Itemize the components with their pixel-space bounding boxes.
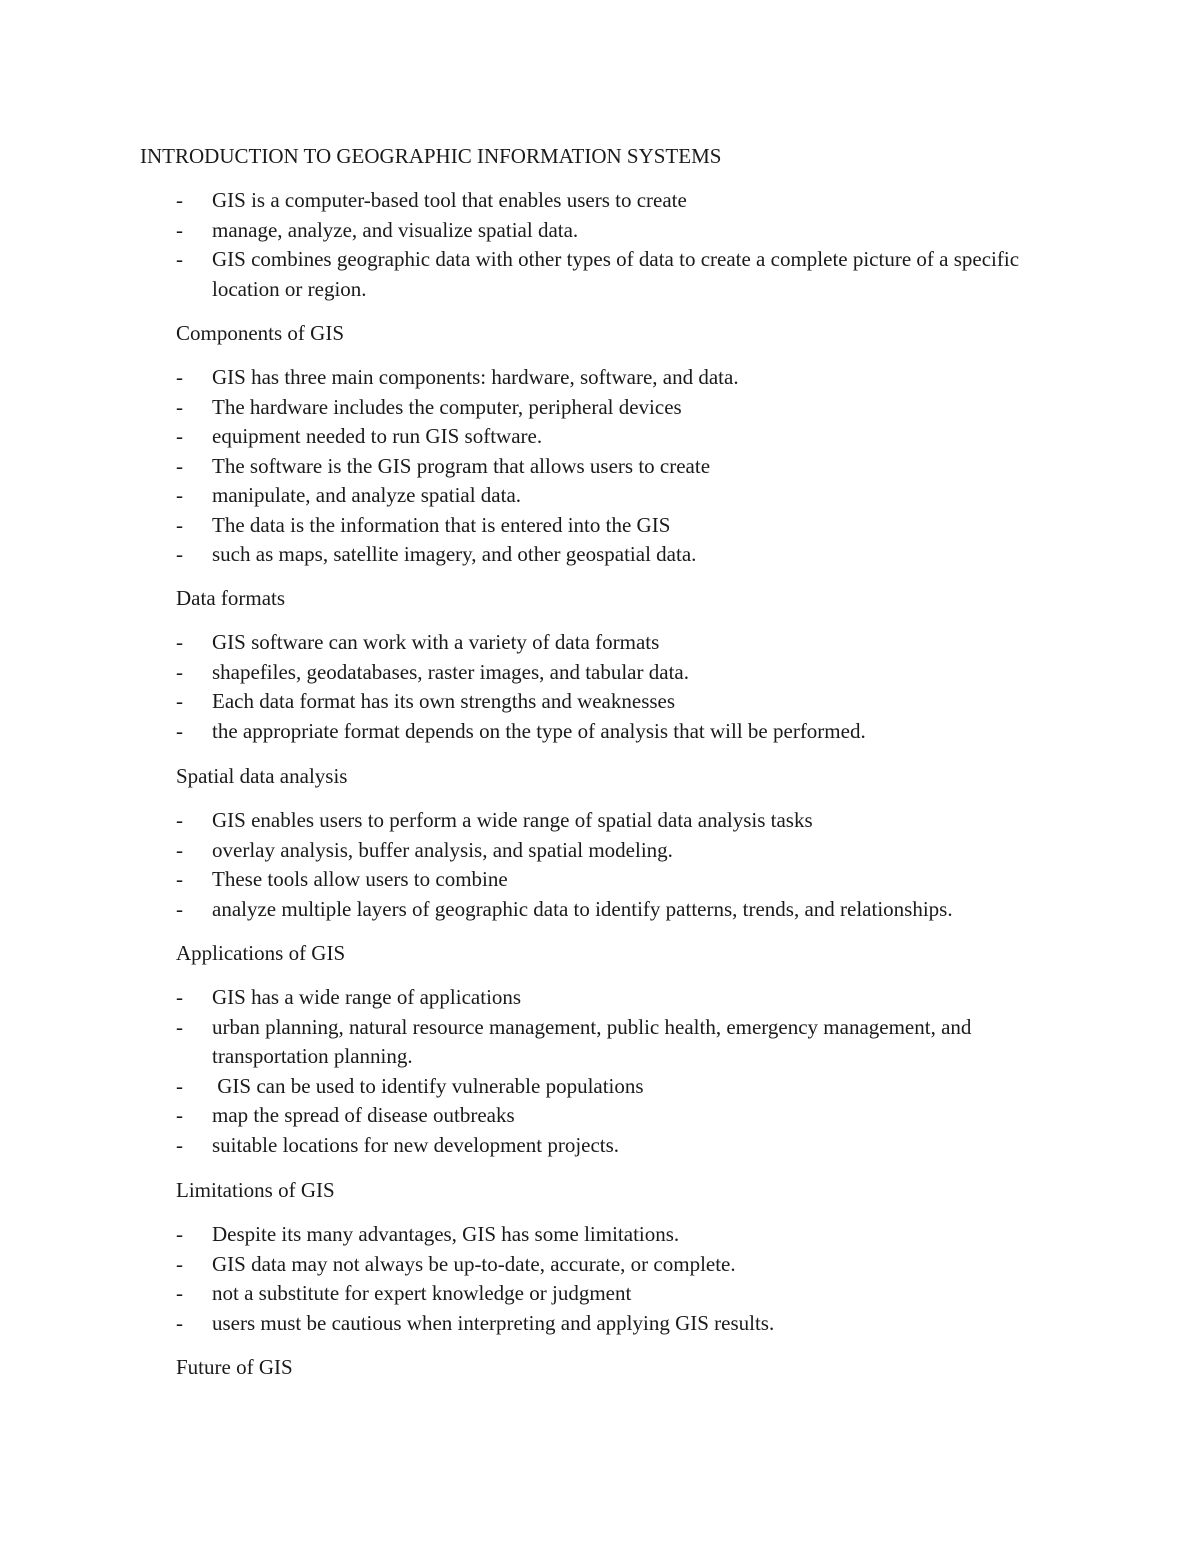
list-item: - not a substitute for expert knowledge or judgment	[176, 1281, 632, 1305]
section-heading: Spatial data analysis	[176, 764, 348, 788]
list-item: - GIS data may not always be up-to-date, accurate, or complete.	[176, 1251, 736, 1276]
list-item: - Despite its many advantages, GIS has some limitations.	[176, 1222, 680, 1246]
list-item: - GIS has a wide range of applications	[176, 985, 522, 1009]
list-item: - urban planning, natural resource management, public health, emergency management, and transportation planning.	[176, 1014, 977, 1068]
list-item: - equipment needed to run GIS software.	[176, 424, 543, 448]
list-item: - GIS software can work with a variety of data formats	[176, 630, 660, 654]
section-components	[176, 319, 1076, 570]
data-formats-list	[176, 628, 1076, 746]
section-applications	[176, 939, 1076, 1160]
list-item: - users must be cautious when interpreting and applying GIS results.	[176, 1310, 775, 1335]
limitations-list	[176, 1220, 1076, 1338]
section-heading: Future of GIS	[176, 1355, 293, 1379]
list-item: - GIS enables users to perform a wide range of spatial data analysis tasks	[176, 808, 813, 832]
list-item: - The hardware includes the computer, peripheral devices	[176, 394, 682, 419]
list-item: - The data is the information that is entered into the GIS	[176, 512, 671, 537]
list-item: - GIS is a computer-based tool that enables users to create	[176, 188, 687, 212]
list-item: - manipulate, and analyze spatial data.	[176, 483, 522, 507]
section-data-formats	[176, 584, 1076, 746]
list-item: - Each data format has its own strengths and weaknesses	[176, 689, 676, 713]
intro-block	[176, 186, 1076, 304]
section-heading: Limitations of GIS	[176, 1178, 335, 1202]
list-item: - The software is the GIS program that allows users to create	[176, 453, 711, 478]
list-item: - suitable locations for new development projects.	[176, 1132, 620, 1157]
section-heading: Data formats	[176, 586, 286, 610]
list-item: - overlay analysis, buffer analysis, and spatial modeling.	[176, 837, 673, 862]
intro-list	[176, 186, 1076, 304]
list-item: - analyze multiple layers of geographic data to identify patterns, trends, and relationships.	[176, 896, 953, 921]
list-item: - map the spread of disease outbreaks	[176, 1103, 515, 1127]
section-spatial-analysis	[176, 762, 1076, 924]
applications-list	[176, 983, 1076, 1160]
section-future	[176, 1353, 1076, 1397]
document-title: INTRODUCTION TO GEOGRAPHIC INFORMATION SYSTEMS	[140, 144, 722, 168]
section-heading: Applications of GIS	[176, 941, 346, 965]
list-item: - GIS can be used to identify vulnerable populations	[176, 1073, 644, 1098]
list-item: - shapefiles, geodatabases, raster images, and tabular data.	[176, 659, 689, 684]
list-item: - GIS combines geographic data with other types of data to create a complete picture of a specific location or region.	[176, 247, 1025, 301]
list-item: - These tools allow users to combine	[176, 867, 508, 891]
components-list	[176, 363, 1076, 570]
spatial-analysis-list	[176, 806, 1076, 924]
section-heading: Components of GIS	[176, 321, 344, 345]
list-item: - GIS has three main components: hardware, software, and data.	[176, 365, 739, 389]
list-item: - manage, analyze, and visualize spatial data.	[176, 217, 579, 242]
list-item: - the appropriate format depends on the type of analysis that will be performed.	[176, 718, 866, 743]
list-item: - such as maps, satellite imagery, and other geospatial data.	[176, 542, 697, 566]
section-limitations	[176, 1176, 1076, 1338]
